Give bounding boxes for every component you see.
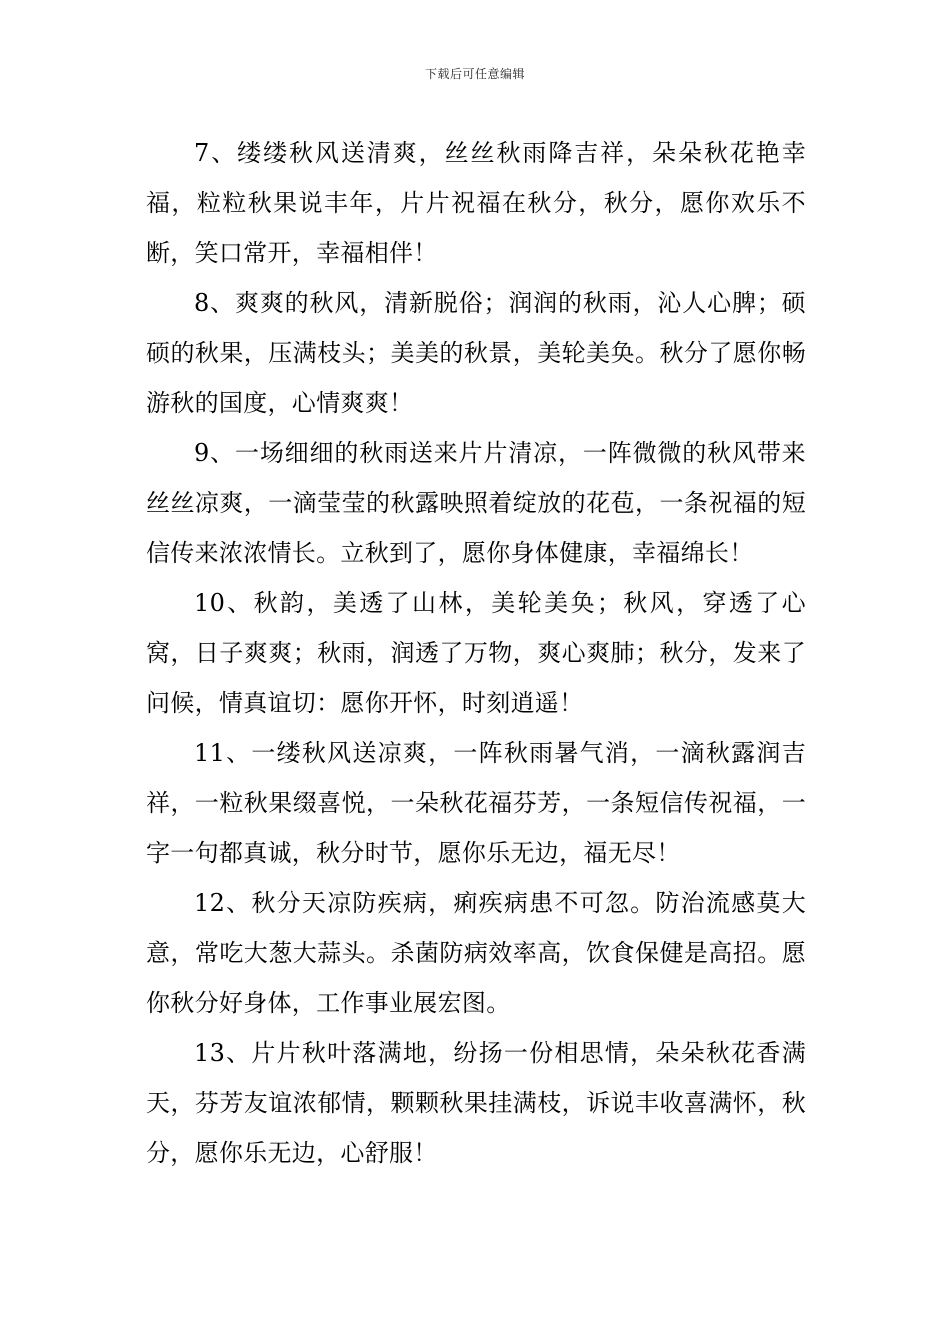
paragraph-8: 8、爽爽的秋风，清新脱俗；润润的秋雨，沁人心脾；硕硕的秋果，压满枝头；美美的秋景，美轮美奂。秋分了愿你畅游秋的国度，心情爽爽！ xyxy=(146,289,806,417)
paragraph-13: 13、片片秋叶落满地，纷扬一份相思情，朵朵秋花香满天，芬芳友谊浓郁情，颗颗秋果挂满枝，诉说丰收喜满怀，秋分，愿你乐无边，心舒服！ xyxy=(146,1039,806,1167)
paragraph-10: 10、秋韵，美透了山林，美轮美奂；秋风，穿透了心窝，日子爽爽；秋雨，润透了万物，爽心爽肺；秋分，发来了问候，情真谊切：愿你开怀，时刻逍遥！ xyxy=(146,589,806,717)
paragraph-9: 9、一场细细的秋雨送来片片清凉，一阵微微的秋风带来丝丝凉爽，一滴莹莹的秋露映照着绽放的花苞，一条祝福的短信传来浓浓情长。立秋到了，愿你身体健康，幸福绵长！ xyxy=(146,439,806,567)
paragraph-11: 11、一缕秋风送凉爽，一阵秋雨暑气消，一滴秋露润吉祥，一粒秋果缀喜悦，一朵秋花福芬芳，一条短信传祝福，一字一句都真诚，秋分时节，愿你乐无边，福无尽！ xyxy=(146,739,806,867)
paragraph-7: 7、缕缕秋风送清爽，丝丝秋雨降吉祥，朵朵秋花艳幸福，粒粒秋果说丰年，片片祝福在秋分，秋分，愿你欢乐不断，笑口常开，幸福相伴！ xyxy=(146,139,806,267)
paragraph-12: 12、秋分天凉防疾病，痢疾病患不可忽。防治流感莫大意，常吃大葱大蒜头。杀菌防病效率高，饮食保健是高招。愿你秋分好身体，工作事业展宏图。 xyxy=(146,889,806,1017)
document-body xyxy=(146,128,806,1178)
page-header-note: 下载后可任意编辑 xyxy=(424,67,525,81)
